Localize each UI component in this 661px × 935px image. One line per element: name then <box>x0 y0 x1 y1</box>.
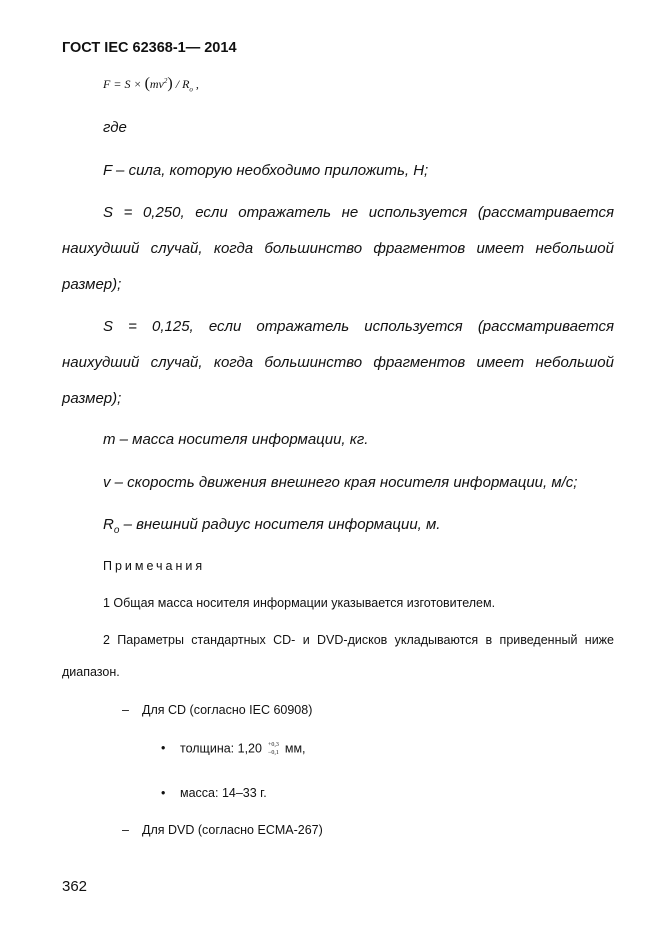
note-2: 2 Параметры стандартных CD- и DVD-дисков укладываются в приведенный ниже диапазон. <box>62 633 614 679</box>
r-definition: $R_o$ – внешний радиус носителя информации, м. <box>103 516 441 536</box>
dash-marker: – <box>122 823 129 837</box>
dash-marker: – <box>122 703 129 717</box>
tolerance: +0,3 −0,1 <box>267 742 279 756</box>
where-label: где <box>103 119 127 136</box>
m-definition: m – масса носителя информации, кг. <box>103 431 369 448</box>
cd-item: Для CD (согласно IEC 60908) <box>142 703 313 717</box>
document-header: ГОСТ IEC 62368-1— 2014 <box>62 40 237 56</box>
thickness-item: толщина: 1,20 +0,3 −0,1 мм, <box>180 741 306 756</box>
bullet-marker: • <box>161 786 166 800</box>
v-definition: v – скорость движения внешнего края носителя информации, м/с; <box>103 474 578 491</box>
note-1: 1 Общая масса носителя информации указывается изготовителем. <box>103 596 496 610</box>
s1-definition: S = 0,250, если отражатель не используется (рассматривается наихудший случай, когда большинство фрагментов имеет небольшой размер); <box>62 204 614 293</box>
dvd-item: Для DVD (согласно ECMA-267) <box>142 823 323 837</box>
notes-heading: Примечания <box>103 559 206 573</box>
force-formula: $F = S \times (mv^2) / R_o$ , <box>103 75 199 94</box>
f-definition: F – сила, которую необходимо приложить, Н; <box>103 162 429 179</box>
page-number: 362 <box>62 878 88 895</box>
bullet-marker: • <box>161 741 166 755</box>
mass-item: масса: 14–33 г. <box>180 786 267 800</box>
s2-definition: S = 0,125, если отражатель используется (рассматривается наихудший случай, когда большинство фрагментов имеет небольшой размер); <box>62 318 614 407</box>
